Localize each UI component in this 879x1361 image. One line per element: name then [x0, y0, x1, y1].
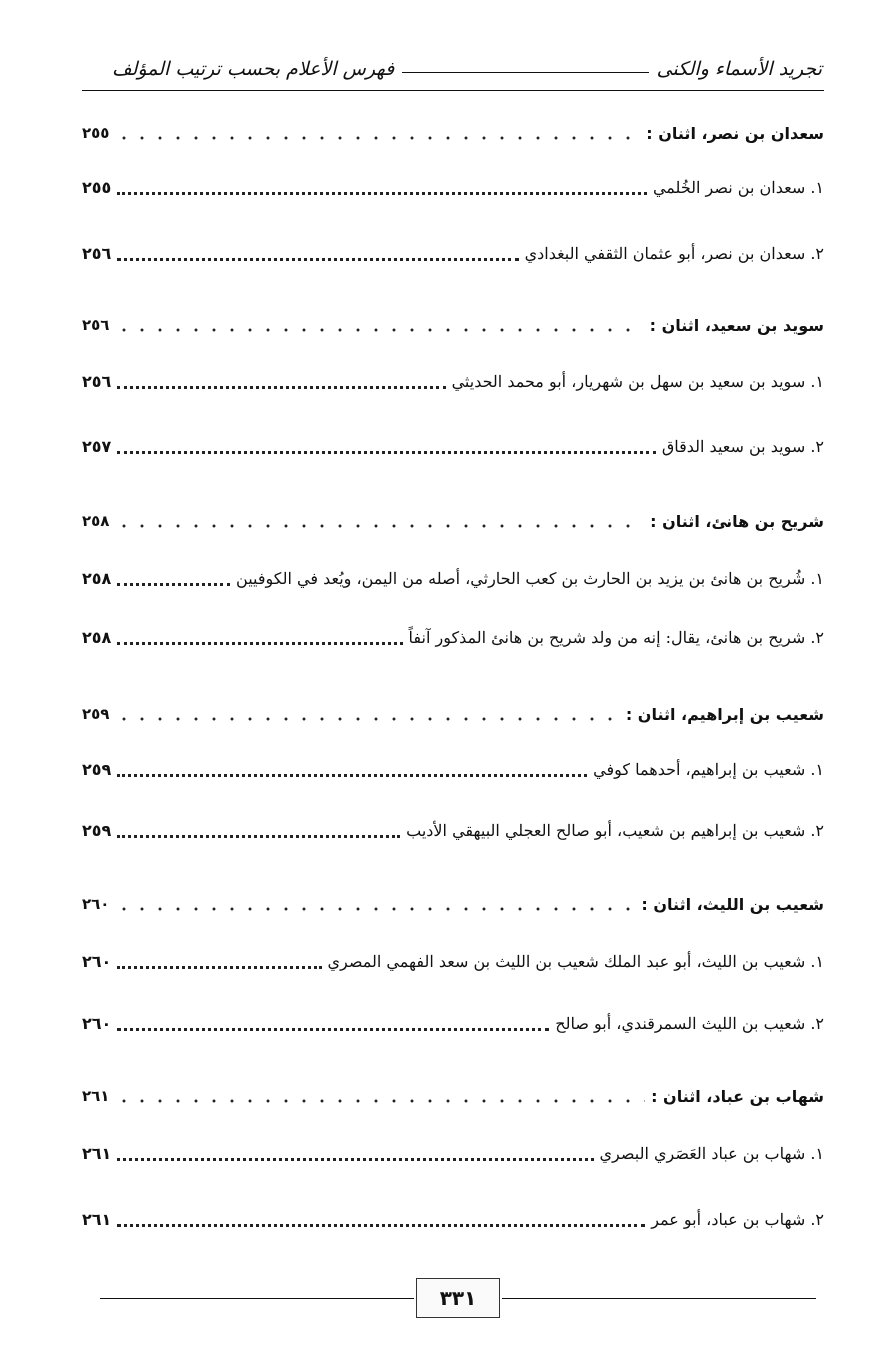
dot-leader — [117, 1224, 645, 1227]
entry-page: ٢٦١ — [82, 1209, 112, 1229]
entry-page: ٢٥٩ — [82, 759, 112, 779]
section-heading — [82, 1081, 824, 1111]
entry-text: ٢. شعيب بن الليث السمرقندي، أبو صالح — [555, 1013, 824, 1033]
section-title: شهاب بن عباد، اثنان : — [651, 1086, 824, 1106]
index-entry — [82, 1204, 824, 1234]
dot-leader — [115, 907, 635, 911]
dot-leader — [117, 451, 656, 454]
entry-text: ١. سويد بن سعيد بن سهل بن شهريار، أبو محمد الحديثي — [451, 371, 824, 391]
dot-leader — [115, 524, 644, 528]
index-entry — [82, 946, 824, 976]
entry-page: ٢٥٩ — [82, 820, 112, 840]
index-entry — [82, 1008, 824, 1038]
top-divider — [82, 90, 824, 91]
section-page: ٢٥٥ — [82, 124, 110, 142]
section-heading — [82, 506, 824, 536]
dot-leader — [117, 192, 647, 195]
dot-leader — [117, 642, 402, 645]
entry-page: ٢٥٨ — [82, 568, 112, 588]
section-page: ٢٥٩ — [82, 705, 110, 723]
dot-leader — [117, 835, 400, 838]
section-title: شعيب بن إبراهيم، اثنان : — [625, 704, 824, 724]
page-number: ٣٣١ — [416, 1278, 500, 1318]
entry-page: ٢٥٧ — [82, 436, 112, 456]
page-footer — [100, 1276, 816, 1320]
section-title: سويد بن سعيد، اثنان : — [649, 315, 824, 335]
entry-text: ٢. شهاب بن عباد، أبو عمر — [651, 1209, 824, 1229]
index-entry — [82, 815, 824, 845]
entry-page: ٢٥٦ — [82, 243, 112, 263]
section-title: شعيب بن الليث، اثنان : — [641, 894, 824, 914]
dot-leader — [115, 1099, 645, 1103]
index-entry — [82, 366, 824, 396]
header-left-title: فهرس الأعلام بحسب ترتيب المؤلف — [112, 58, 395, 80]
dot-leader — [117, 1158, 593, 1161]
entry-text: ١. شعيب بن الليث، أبو عبد الملك شعيب بن الليث بن سعد الفهمي المصري — [327, 951, 824, 971]
entry-text: ٢. شعيب بن إبراهيم بن شعيب، أبو صالح العجلي البيهقي الأديب — [406, 820, 824, 840]
entry-page: ٢٦٠ — [82, 951, 112, 971]
index-entry — [82, 1138, 824, 1168]
section-heading — [82, 118, 824, 148]
section-heading — [82, 699, 824, 729]
entry-page: ٢٦٠ — [82, 1013, 112, 1033]
index-entry — [82, 754, 824, 784]
section-heading — [82, 889, 824, 919]
entry-page: ٢٥٦ — [82, 371, 112, 391]
dot-leader — [115, 717, 619, 721]
footer-rule-right — [502, 1298, 816, 1299]
entry-page: ٢٥٥ — [82, 177, 112, 197]
index-entry — [82, 563, 824, 593]
entry-text: ٢. سويد بن سعيد الدقاق — [661, 436, 824, 456]
section-page: ٢٦٠ — [82, 895, 110, 913]
entry-page: ٢٥٨ — [82, 627, 112, 647]
dot-leader — [117, 1028, 549, 1031]
entry-text: ١. شُريح بن هانئ بن يزيد بن الحارث بن كعب الحارثي، أصله من اليمن، ويُعد في الكوفيين — [236, 568, 824, 588]
dot-leader — [117, 258, 518, 261]
index-entry — [82, 622, 824, 652]
section-heading — [82, 310, 824, 340]
dot-leader — [117, 774, 587, 777]
section-title: شريح بن هانئ، اثنان : — [650, 511, 824, 531]
section-page: ٢٥٨ — [82, 512, 110, 530]
footer-rule-left — [100, 1298, 414, 1299]
section-page: ٢٦١ — [82, 1087, 110, 1105]
entry-text: ٢. سعدان بن نصر، أبو عثمان الثقفي البغدادي — [524, 243, 824, 263]
entry-text: ١. سعدان بن نصر الخُلمي — [652, 177, 824, 197]
index-entry — [82, 172, 824, 202]
index-entry — [82, 238, 824, 268]
running-header — [112, 52, 822, 86]
header-rule — [402, 72, 648, 73]
dot-leader — [117, 966, 321, 969]
index-entry — [82, 431, 824, 461]
dot-leader — [117, 386, 445, 389]
entry-page: ٢٦١ — [82, 1143, 112, 1163]
entry-text: ٢. شريح بن هانئ، يقال: إنه من ولد شريح بن هانئ المذكور آنفاً — [408, 627, 824, 647]
entry-text: ١. شهاب بن عباد العَصَري البصري — [599, 1143, 824, 1163]
section-page: ٢٥٦ — [82, 316, 110, 334]
section-title: سعدان بن نصر، اثنان : — [646, 123, 824, 143]
dot-leader — [115, 136, 640, 140]
dot-leader — [115, 328, 643, 332]
header-right-title: تجريد الأسماء والكنى — [656, 58, 822, 80]
entry-text: ١. شعيب بن إبراهيم، أحدهما كوفي — [593, 759, 824, 779]
dot-leader — [117, 583, 230, 586]
